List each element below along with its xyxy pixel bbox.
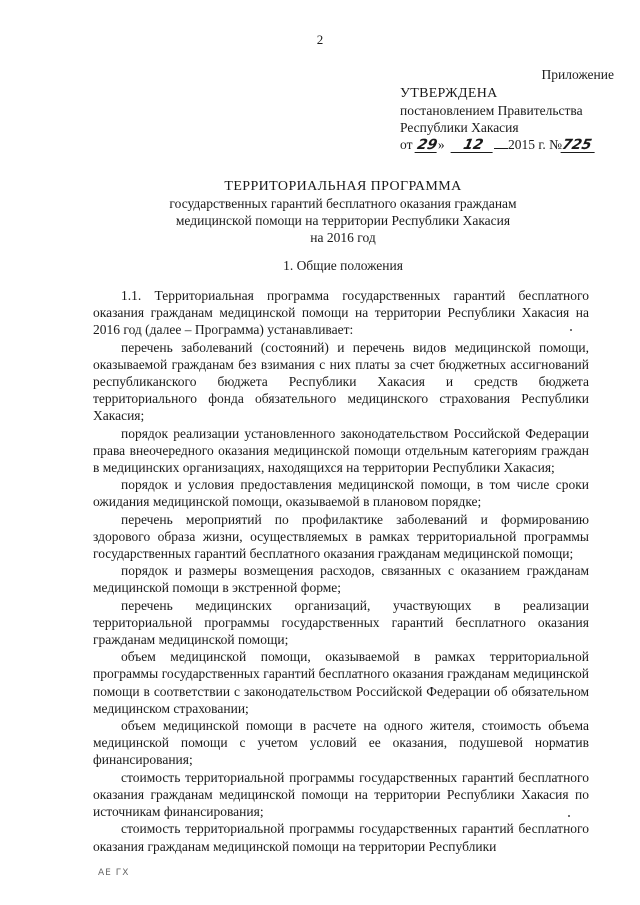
paragraph: стоимость территориальной программы государственных гарантий бесплатного оказания гражданам медицинской помощи на территории Республики — [93, 821, 589, 854]
date-underline — [494, 147, 508, 149]
paragraph: 1.1. Территориальная программа государственных гарантий бесплатного оказания гражданам медицинской помощи на территории Республики Хакасия на 2016 год (далее – Программа) устанавливает: — [93, 288, 589, 338]
paragraph: перечень заболеваний (состояний) и перечень видов медицинской помощи, оказываемой гражданам без взимания с них платы за счет бюджетных ассигнований республиканского бюджета Республики Хакасия и средств бюджета территориального фонда обязательного медицинского страхования Республики Хакасия; — [93, 339, 589, 424]
approval-block — [400, 66, 620, 153]
title-line-4: на 2016 год — [310, 230, 376, 245]
paragraph: порядок и условия предоставления медицинской помощи, в том числе сроки ожидания медицинской помощи, оказываемой в плановом порядке; — [93, 477, 589, 510]
handwritten-day: 29 — [415, 137, 439, 153]
date-year: 2015 г. № — [507, 137, 563, 152]
document-body — [93, 287, 589, 855]
paragraph: объем медицинской помощи в расчете на одного жителя, стоимость объема медицинской помощи с учетом условий ее оказания, подушевой норматив финансирования; — [93, 718, 589, 768]
section-heading: 1. Общие положения — [283, 258, 403, 273]
handwritten-decree-number: 725 — [561, 139, 598, 153]
paragraph: объем медицинской помощи, оказываемой в рамках территориальной программы государственных гарантий бесплатного оказания гражданам медицинской помощи в соответствии с законодательством Российской Федерации об обязательном медицинском страховании; — [93, 649, 589, 716]
approval-line-2: Республики Хакасия — [400, 120, 519, 135]
footer-mark: АЕ ГХ — [98, 868, 130, 878]
title-line-2: государственных гарантий бесплатного оказания гражданам — [169, 196, 517, 211]
decree-date-line: от 29» 12 2015 г. №725 — [400, 136, 620, 153]
document-title — [60, 178, 626, 246]
approved-label: УТВЕРЖДЕНА — [400, 86, 498, 101]
scan-speck — [568, 815, 570, 817]
title-main: ТЕРРИТОРИАЛЬНАЯ ПРОГРАММА — [224, 179, 462, 194]
paragraph: порядок реализации установленного законодательством Российской Федерации права внеочередного оказания медицинской помощи отдельным категориям граждан в медицинских организациях, находящихся на территории Республики Хакасия; — [93, 425, 589, 476]
appendix-label: Приложение — [541, 67, 614, 82]
paragraph: перечень мероприятий по профилактике заболеваний и формированию здорового образа жизни, осуществляемых в рамках территориальной программы государственных гарантий бесплатного оказания гражданам медицинской помощи; — [93, 511, 589, 562]
date-prefix: от — [400, 137, 413, 152]
paragraph: стоимость территориальной программы государственных гарантий бесплатного оказания гражданам медицинской помощи на территории Республики Хакасия по источникам финансирования; — [93, 769, 589, 820]
page-number: 2 — [316, 32, 324, 47]
paragraph: перечень медицинских организаций, участвующих в реализации территориальной программы государственных гарантий бесплатного оказания гражданам медицинской помощи; — [93, 597, 589, 648]
approval-line-1: постановлением Правительства — [400, 103, 583, 118]
scan-speck — [570, 329, 572, 331]
title-line-3: медицинской помощи на территории Республики Хакасия — [175, 213, 511, 228]
paragraph: порядок и размеры возмещения расходов, связанных с оказанием гражданам медицинской помощи в экстренной форме; — [93, 563, 589, 596]
handwritten-month: 12 — [450, 139, 495, 153]
